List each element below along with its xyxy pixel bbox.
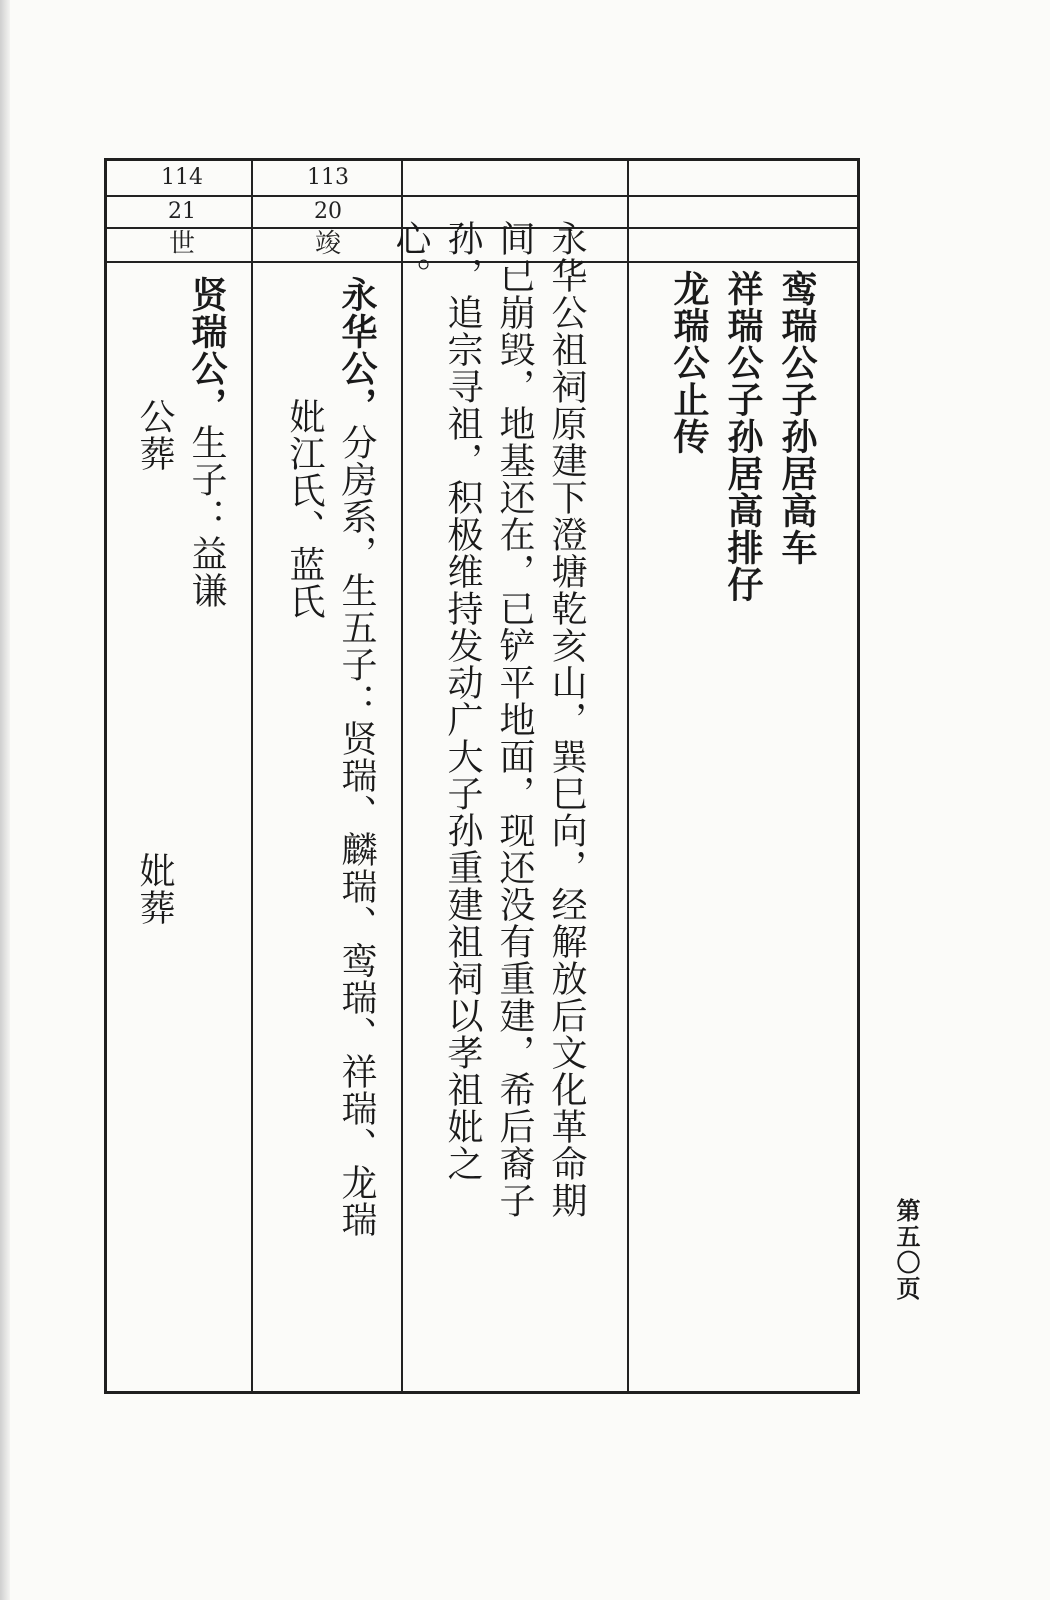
header-index-cell: 113 (307, 165, 349, 190)
column-divider (627, 161, 629, 1391)
column-divider (401, 161, 403, 1391)
consort-burial-text: 妣葬 (134, 852, 175, 926)
person-name: 贤瑞公， (186, 276, 227, 424)
sons-text: 生子：益谦 (186, 424, 227, 609)
ancestral-hall-notice: 永华公祖祠原建下澄塘乾亥山，巽巳向，经解放后文化革命期间已崩毁，地基还在，已铲平地面，现还没有重建，希后裔子孙，追宗寻祖，积极维持发动广大子孙重建祖祠以孝祖妣之心。 (390, 220, 587, 1219)
page-number: 第五〇页 (892, 1198, 921, 1302)
header-generation-cell: 21 (168, 199, 196, 224)
header-char-cell: 世 (168, 229, 195, 259)
consorts-text: 妣江氏、蓝氏 (284, 398, 325, 620)
column-divider (251, 161, 253, 1391)
binding-edge (0, 0, 10, 1600)
col1-entry (180, 276, 232, 609)
residence-line: 龙瑞公止传 (668, 270, 709, 455)
header-index-cell: 114 (161, 165, 203, 190)
sons-text: 分房系，生五子：贤瑞、麟瑞、鸾瑞、祥瑞、龙瑞 (336, 424, 377, 1238)
col2-entry (330, 276, 382, 1238)
residence-line: 鸾瑞公子孙居高车 (776, 270, 817, 566)
person-name: 永华公， (336, 276, 377, 424)
burial-text: 公葬 (134, 398, 175, 472)
header-generation-cell: 20 (314, 199, 342, 224)
header-char-cell: 竣 (314, 229, 341, 259)
residence-line: 祥瑞公子孙居高排仔 (722, 270, 763, 603)
